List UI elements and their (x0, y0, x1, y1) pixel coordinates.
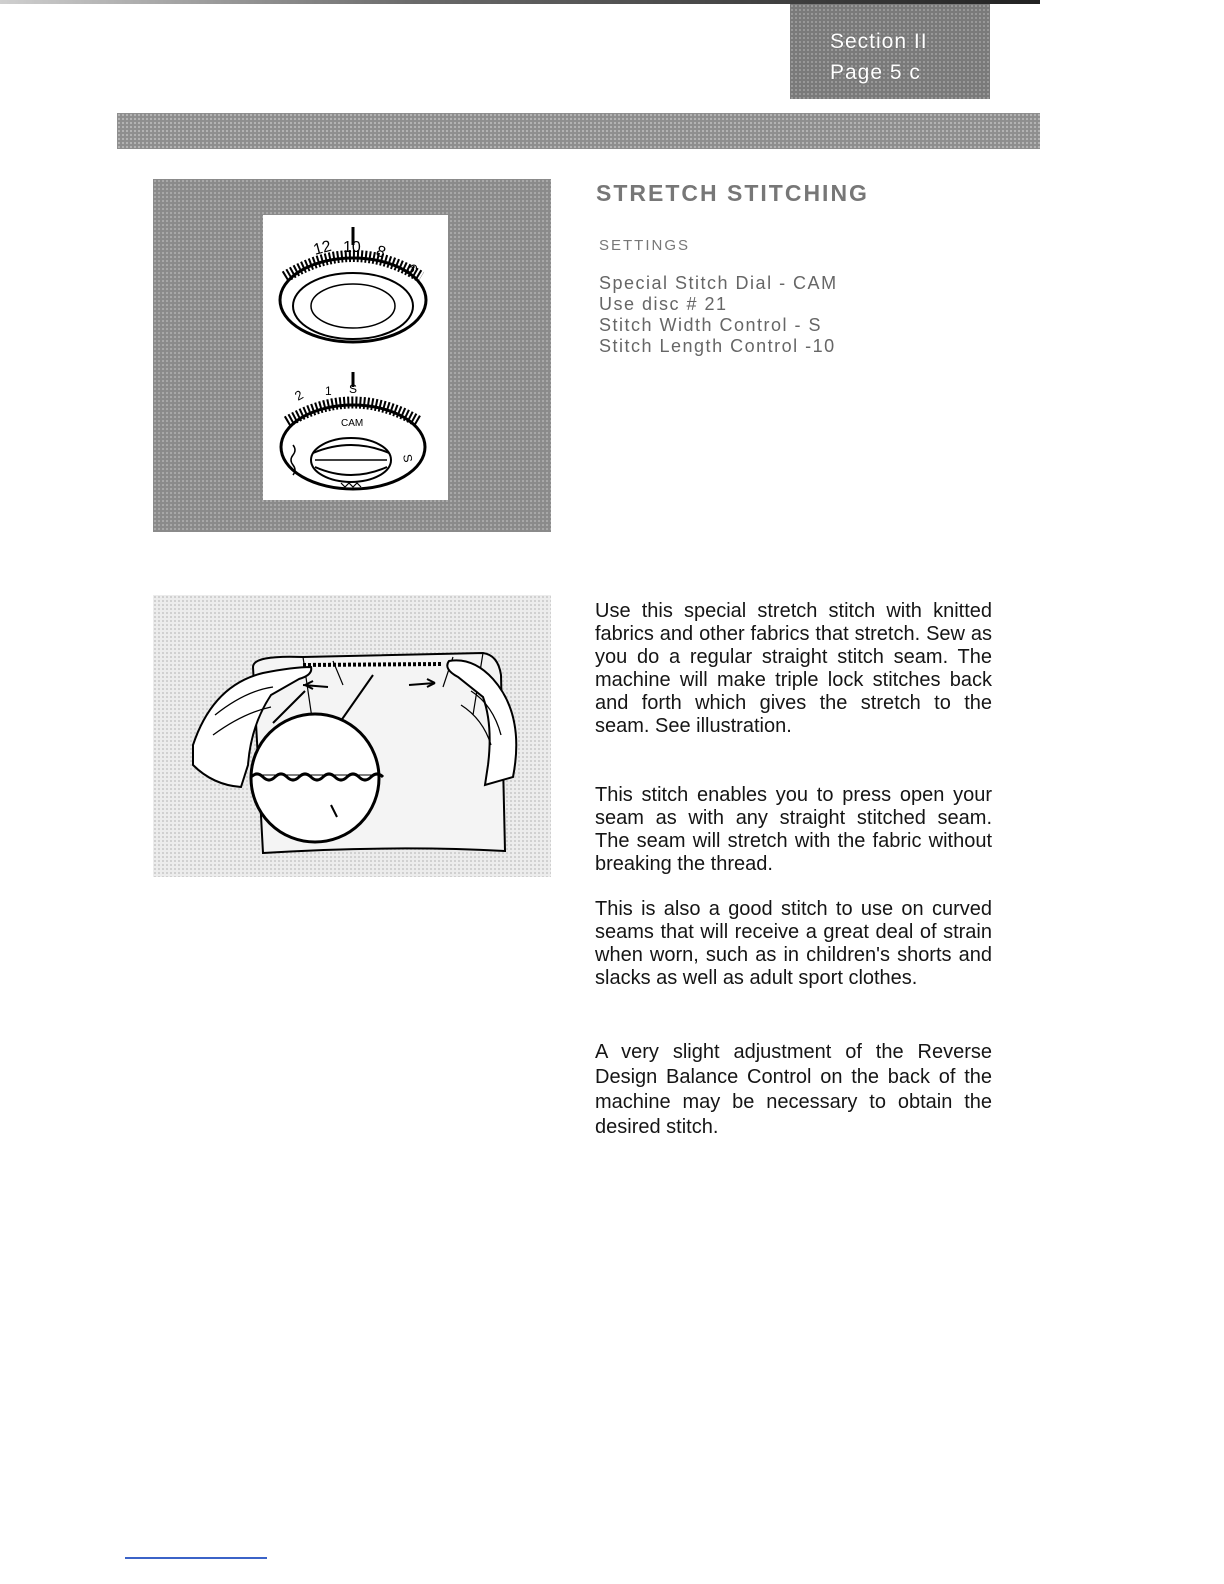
paragraph-usage: Use this special stretch stitch with knitted fabrics and other fabrics that stretch. Sew as you do a regular straight stitch seam. The machine will make triple lock stitches back and forth which gives the stretch to the seam. See illustration. (595, 600, 992, 737)
settings-list (599, 273, 838, 357)
settings-title: SETTINGS (599, 237, 691, 254)
header-band (117, 113, 1040, 149)
paragraph-curved-seams: This is also a good stitch to use on curved seams that will receive a great deal of strain when worn, such as in children's shorts and slacks as well as adult sport clothes. (595, 898, 992, 989)
section-label: Section II (830, 30, 928, 53)
paragraph-adjustment: A very slight adjustment of the Reverse Design Balance Control on the back of the machine may be necessary to obtain the desired stitch. (595, 1041, 992, 1138)
lower-dial-label-1: 2 (292, 386, 306, 404)
setting-item: Stitch Length Control -10 (599, 336, 836, 356)
upper-dial-num-4: 6 (403, 260, 422, 277)
cam-label: CAM (341, 418, 364, 429)
page-title: STRETCH STITCHING (596, 180, 869, 206)
dial-illustration (153, 179, 551, 532)
setting-item: Use disc # 21 (599, 294, 728, 314)
paragraph-press-open: This stitch enables you to press open your seam as with any straight stitched seam. The seam will stretch with the fabric without breaking the thread. (595, 784, 992, 875)
setting-item: Special Stitch Dial - CAM (599, 273, 838, 293)
upper-dial-num-3: 8 (373, 242, 388, 262)
lower-dial-label-3: S (349, 382, 358, 396)
section-tab (790, 4, 990, 99)
footer-rule (125, 1557, 267, 1559)
stitch-length-dial (280, 227, 426, 342)
seam-drawing (153, 595, 551, 877)
seam-illustration (153, 595, 551, 877)
setting-item: Stitch Width Control - S (599, 315, 823, 335)
side-label: S (400, 453, 416, 464)
dial-drawing (263, 215, 448, 500)
upper-dial-num-2: 10 (343, 239, 361, 256)
upper-dial-num-1: 12 (311, 237, 334, 259)
lower-dial-label-2: 1 (325, 384, 332, 398)
page-label: Page 5 c (830, 61, 921, 84)
dial-card (263, 215, 448, 500)
stitch-width-dial (281, 372, 425, 489)
